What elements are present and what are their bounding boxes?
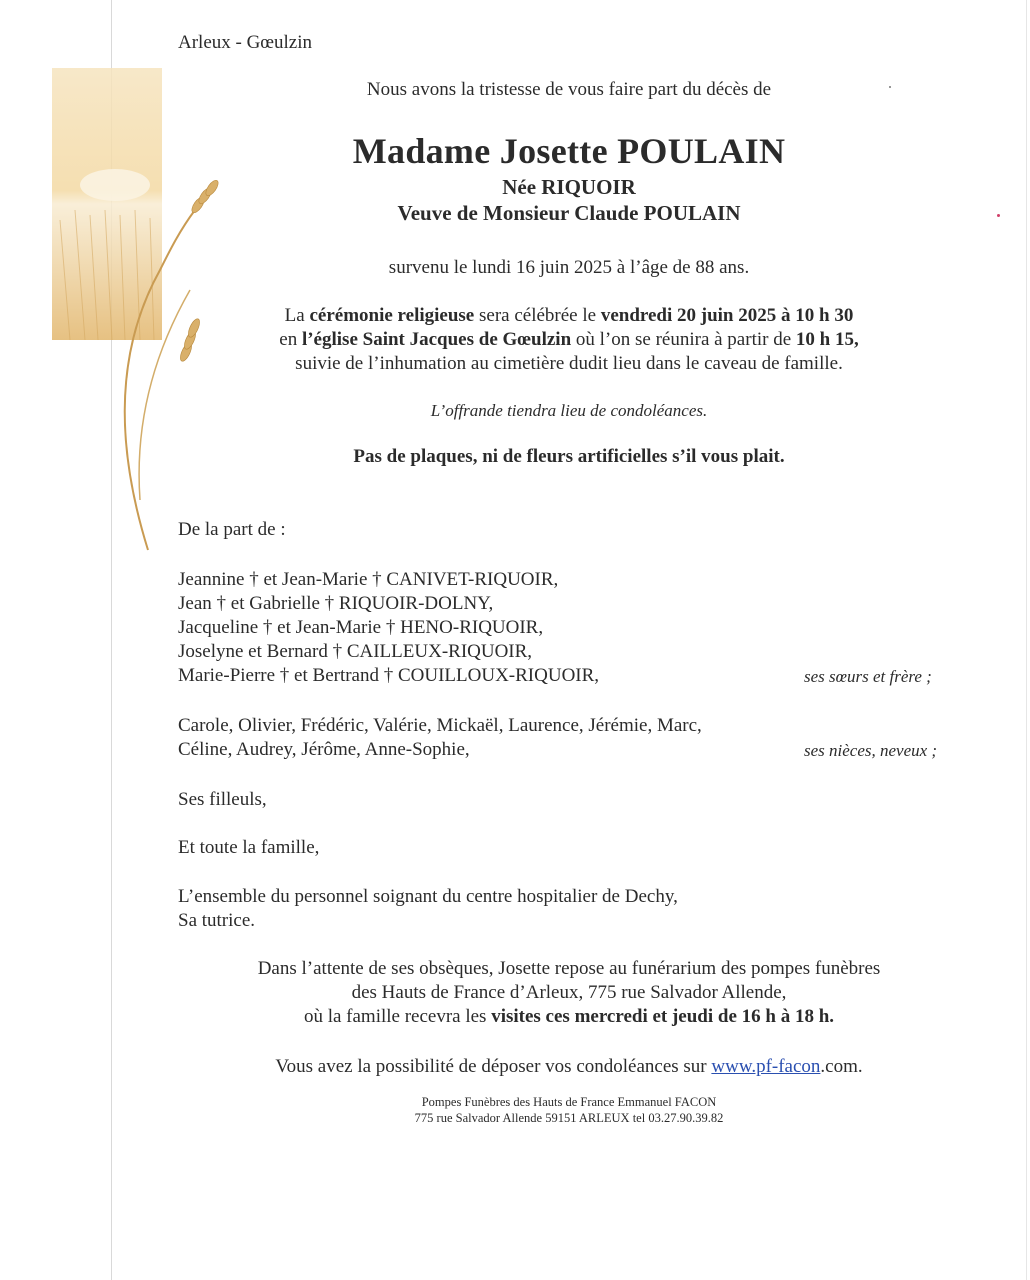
from-label: De la part de : [178,519,286,540]
sibling-line-1: Jeannine † et Jean-Marie † CANIVET-RIQUOIR, [178,569,559,590]
scan-speck-2 [889,86,891,88]
condolences-line: Vous avez la possibilité de déposer vos condoléances sur www.pf-facon.com. [275,1056,863,1077]
sibling-line-2: Jean † et Gabrielle † RIQUOIR-DOLNY, [178,593,494,614]
deceased-name: Madame Josette POULAIN [352,131,786,171]
siblings-relation: ses sœurs et frère ; [804,667,932,686]
intro-line: Nous avons la tristesse de vous faire part du décès de [366,79,772,100]
godchildren-line: Ses filleuls, [178,789,267,810]
nieces-line-2: Céline, Audrey, Jérôme, Anne-Sophie, [178,739,470,760]
maiden-name: Née RIQUOIR [502,175,636,199]
funeral-home-line-1: Dans l’attente de ses obsèques, Josette repose au funérarium des pompes funèbres [257,958,881,979]
nieces-line-1: Carole, Olivier, Frédéric, Valérie, Mickaël, Laurence, Jérémie, Marc, [178,715,702,736]
staff-line: L’ensemble du personnel soignant du centre hospitalier de Dechy, [178,886,678,907]
scan-speck [997,214,1000,217]
ceremony-line-3: suivie de l’inhumation au cimetière dudit lieu dans le caveau de famille. [295,353,843,374]
funeral-home-line-2: des Hauts de France d’Arleux, 775 rue Salvador Allende, [351,982,787,1003]
death-date-line: survenu le lundi 16 juin 2025 à l’âge de 88 ans. [388,257,750,278]
sibling-line-4: Joselyne et Bernard † CAILLEUX-RIQUOIR, [178,641,533,662]
sibling-line-3: Jacqueline † et Jean-Marie † HENO-RIQUOIR, [178,617,544,638]
location-header: Arleux - Gœulzin [178,32,313,53]
offering-note: L’offrande tiendra lieu de condoléances. [430,401,708,420]
guardian-line: Sa tutrice. [178,910,256,931]
footer-line-1: Pompes Funèbres des Hauts de France Emmanuel FACON [421,1095,717,1109]
nieces-relation: ses nièces, neveux ; [804,741,938,760]
ceremony-line-2: en l’église Saint Jacques de Gœulzin où l’on se réunira à partir de 10 h 15, [279,329,859,350]
ceremony-line-1: La cérémonie religieuse sera célébrée le vendredi 20 juin 2025 à 10 h 30 [284,305,854,326]
no-flowers-note: Pas de plaques, ni de fleurs artificielles s’il vous plait. [353,446,785,467]
whole-family-line: Et toute la famille, [178,837,320,858]
sibling-line-5: Marie-Pierre † et Bertrand † COUILLOUX-RIQUOIR, [178,665,600,686]
footer-line-2: 775 rue Salvador Allende 59151 ARLEUX tel 03.27.90.39.82 [414,1111,724,1125]
condolences-link[interactable]: www.pf-facon [711,1056,821,1077]
funeral-home-line-3: où la famille recevra les visites ces mercredi et jeudi de 16 h à 18 h. [303,1006,835,1027]
widow-line: Veuve de Monsieur Claude POULAIN [397,201,741,225]
